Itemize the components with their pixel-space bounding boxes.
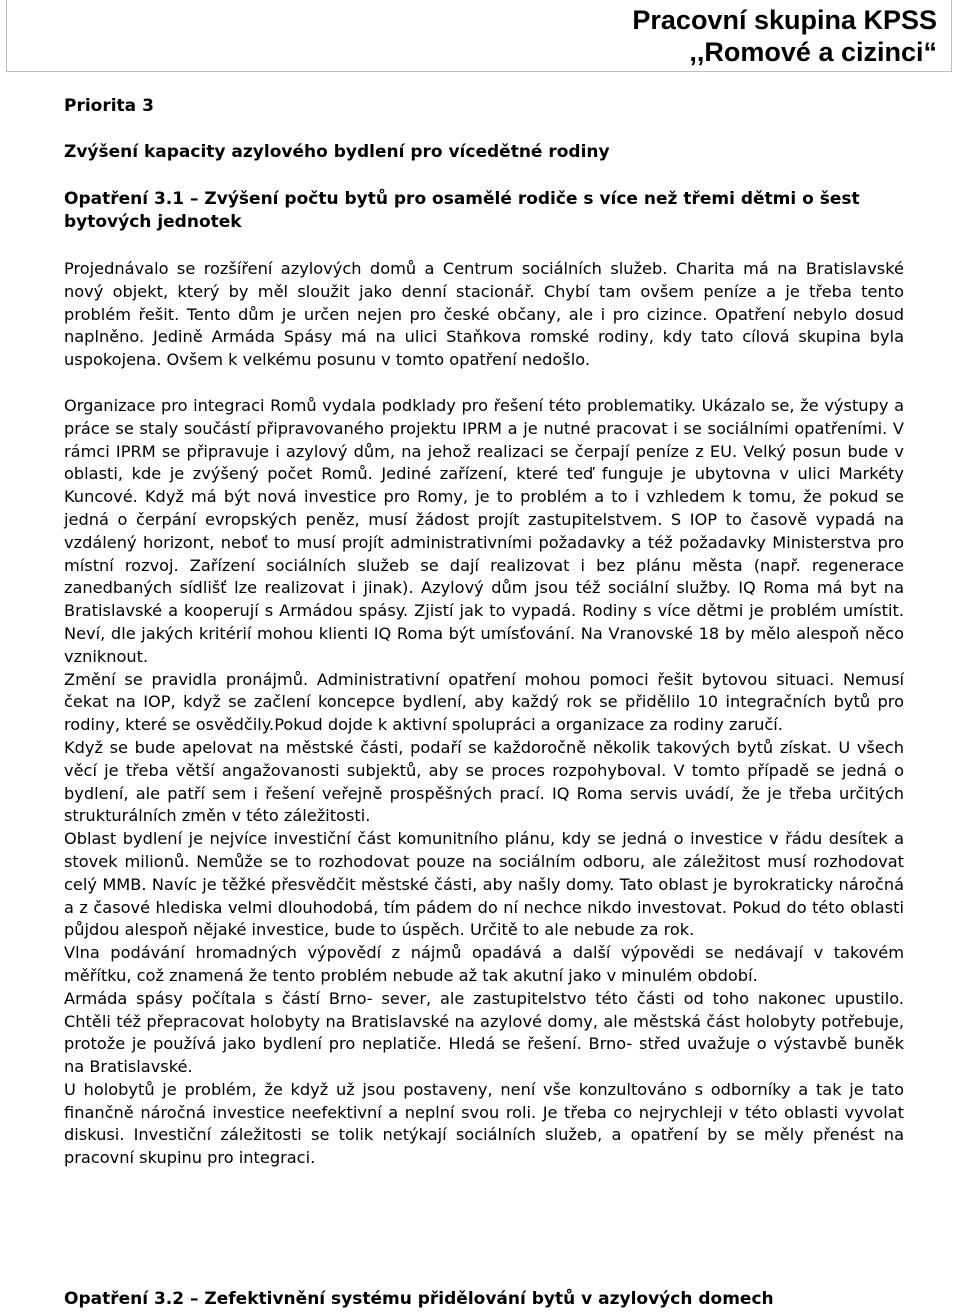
paragraph: Když se bude apelovat na městské části, podaří se každoročně několik takových bytů získat. U všech věcí je třeba větší angažovanosti subjektů, aby se proces rozpohyboval. V tomto případě se jedná o bydlení, ale patří sem i řešení veřejně prospěšných prací. IQ Roma servis uvádí, že je třeba určitých strukturálních změn v této záležitosti.	[64, 737, 904, 826]
header-box	[6, 0, 952, 72]
paragraph-intro: Projednávalo se rozšíření azylových domů a Centrum sociálních služeb. Charita má na Bratislavské nový objekt, který by měl sloužit jako denní stacionář. Chybí tam ovšem peníze a je třeba tento problém řešit. Tento dům je určen nejen pro české občany, ale i pro cizince. Opatření nebylo dosud naplněno. Jedině Armáda Spásy má na ulici Staňkova romské rodiny, kdy tato cílová skupina byla uspokojena. Ovšem k velkému posunu v tomto opatření nedošlo.	[64, 259, 904, 370]
document-body	[64, 95, 904, 1170]
measure-3-1-heading: Opatření 3.1 – Zvýšení počtu bytů pro osamělé rodiče s více než třemi dětmi o šest bytových jednotek	[64, 189, 860, 232]
paragraph: Organizace pro integraci Romů vydala podklady pro řešení této problematiky. Ukázalo se, že výstupy a práce se staly součástí připravovaného projektu IPRM a je nutné pracovat i se sociálními opatřeními. V rámci IPRM se připravuje i azylový dům, na jehož realizaci se čerpají peníze z EU. Velký posun bude v oblasti, kde je zvýšený počet Romů. Jediné zařízení, které teď funguje je ubytovna v ulici Markéty Kuncové. Když má být nová investice pro Romy, je to problém a to i vzhledem k tomu, že pokud se jedná o čerpání evropských peněz, musí žádost projít zastupitelstvem. S IOP to časově vypadá na vzdálený horizont, neboť to musí projít administrativními požadavky a též požadavky Ministerstva pro místní rozvoj. Zařízení sociálních služeb se dají realizovat i bez plánu města (např. regenerace zanedbaných sídlišť lze realizovat i jinak). Azylový dům jsou též sociální služby. IQ Roma má byt na Bratislavské a kooperují s Armádou spásy. Zjistí jak to vypadá. Rodiny s více dětmi je problém umístit. Neví, dle jakých kritérií mohou klienti IQ Roma být umísťování. Na Vranovské 18 by mělo alespoň něco vzniknout.	[64, 395, 904, 666]
paragraph: Oblast bydlení je nejvíce investiční část komunitního plánu, kdy se jedná o investice v řádu desítek a stovek milionů. Nemůže se to rozhodovat pouze na sociálním odboru, ale záležitost musí rozhodovat celý MMB. Navíc je těžké přesvědčit městské části, aby našly domy. Tato oblast je byrokraticky náročná a z časové hlediska velmi dlouhodobá, tím pádem do ní nechce nikdo investovat. Pokud do této oblasti půjdou alespoň nějaké investice, bude to úspěch. Určitě to ale nebude za rok.	[64, 829, 904, 940]
header-title-line-2: ,,Romové a cizinci“	[689, 37, 937, 67]
paragraph: U holobytů je problém, že když už jsou postaveny, není vše konzultováno s odborníky a tak je tato finančně náročná investice neefektivní a neplní svou roli. Je třeba co nejrychleji v této oblasti vyvolat diskusi. Investiční záležitosti se tolik netýkají sociálních služeb, a opatření by se měly přenést na pracovní skupinu pro integraci.	[64, 1079, 904, 1168]
paragraph: Vlna podávání hromadných výpovědí z nájmů opadává a další výpovědi se nedávají v takovém měřítku, což znamená že tento problém nebude až tak akutní jako v minulém období.	[64, 943, 904, 985]
goal-heading: Zvýšení kapacity azylového bydlení pro vícedětné rodiny	[64, 142, 610, 162]
priority-heading: Priorita 3	[64, 96, 154, 116]
measure-3-2-heading: Opatření 3.2 – Zefektivnění systému přidělování bytů v azylových domech	[64, 1289, 774, 1309]
paragraph: Armáda spásy počítala s částí Brno- sever, ale zastupitelstvo této části od toho nakonec upustilo. Chtěli též přepracovat holobyty na Bratislavské na azylové domy, ale městská část holobyty potřebuje, protože je používá jako bydlení pro neplatiče. Hledá se řešení. Brno- střed uvažuje o výstavbě buněk na Bratislavské.	[64, 988, 904, 1077]
page-header-title	[632, 4, 937, 68]
header-title-line-1: Pracovní skupina KPSS	[632, 5, 937, 35]
paragraph: Změní se pravidla pronájmů. Administrativní opatření mohou pomoci řešit bytovou situaci. Nemusí čekat na IOP, když se začlení koncepce bydlení, aby každý rok se přidělilo 10 integračních bytů pro rodiny, které se osvědčily.Pokud dojde k aktivní spolupráci a organizace za rodiny zaručí.	[64, 669, 904, 735]
